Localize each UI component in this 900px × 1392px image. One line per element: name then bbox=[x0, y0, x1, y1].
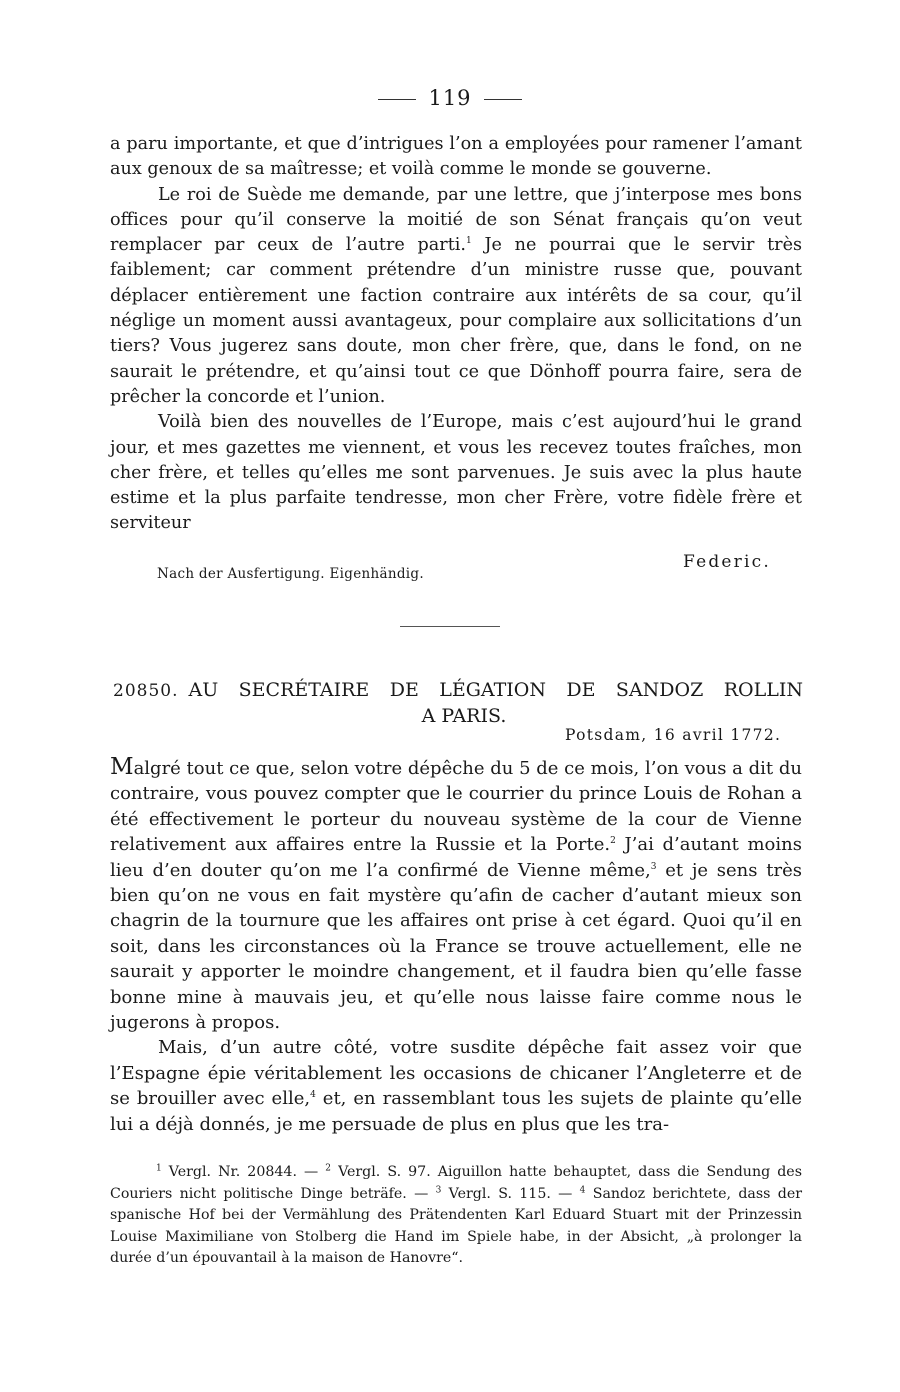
footnote-ref-2: 2 bbox=[610, 836, 616, 847]
footnote-mark-1: 1 bbox=[156, 1163, 162, 1174]
footnote-ref-4: 4 bbox=[310, 1090, 316, 1101]
page-number bbox=[0, 86, 900, 110]
document-header-line-2: A PARIS. bbox=[421, 705, 507, 727]
document-number: 20850. bbox=[113, 681, 179, 701]
footnotes bbox=[110, 1162, 802, 1270]
addressee: AU SECRÉTAIRE DE LÉGATION DE SANDOZ ROLLIN bbox=[188, 679, 803, 701]
body-paragraph-1-text-c: et je sens très bien qu’on ne vous en fait mystère qu’afin de cacher d’autant mieux son chagrin de la tournure que les affaires ont prise à cet égard. Quoi qu’il en soit, dans les circonstances où la France se trouve actuellement, elle ne saurait y apporter le moindre changement, et il faudra bien qu’elle fasse bonne mine à mauvais jeu, et qu’elle nous laisse faire comme nous le jugerons à propos. bbox=[110, 859, 802, 1034]
source-note: Nach der Ausfertigung. Eigenhändig. bbox=[157, 566, 424, 582]
body-paragraph-1-text-a: algré tout ce que, selon votre dépêche du 5 de ce mois, l’on vous a dit du contraire, vous pouvez compter que le courrier du prince Louis de Rohan a été effectivement le porteur du nouveau système de la cour de Vienne relativement aux affaires entre la Russie et la Porte. bbox=[110, 758, 802, 856]
footnote-4: Sandoz berichtete, dass der spanische Hof bei der Vermählung des Prätendenten Karl Eduard Stuart mit der Prinzessin Louise Maximiliane von Stolberg die Hand im Spiele habe, in der Absicht, „à prolonger la durée d’un épouvantail à la maison de Hanovre“. bbox=[110, 1185, 803, 1266]
initial-letter: M bbox=[110, 754, 134, 780]
paragraph-3: Voilà bien des nouvelles de l’Europe, mais c’est aujourd’hui le grand jour, et mes gazettes me viennent, et vous les recevez toutes fraîches, mon cher frère, et telles qu’elles me sont parvenues. Je suis avec la plus haute estime et la plus parfaite tendresse, mon cher Frère, votre fidèle frère et serviteur bbox=[110, 412, 802, 534]
footnote-line bbox=[110, 1162, 802, 1270]
dash-left bbox=[378, 99, 416, 100]
body-paragraph-1 bbox=[110, 755, 802, 1035]
footnote-3: Vergl. S. 115. — bbox=[448, 1185, 573, 1202]
footnote-mark-3: 3 bbox=[435, 1184, 442, 1195]
document-header-line-1 bbox=[113, 678, 803, 704]
footnote-ref-3: 3 bbox=[650, 861, 657, 872]
body-paragraph-2 bbox=[110, 1035, 802, 1137]
body-paragraph-1-text-b: J’ai d’autant moins lieu d’en douter qu’on me l’a confirmé de Vienne même, bbox=[110, 834, 802, 881]
footnote-2: Vergl. S. 97. Aiguillon hatte behauptet, dass die Sendung des Couriers nicht politische Dinge beträfe. — bbox=[110, 1164, 802, 1202]
footnote-mark-4: 4 bbox=[579, 1184, 586, 1195]
footnote-ref-1: 1 bbox=[465, 236, 472, 247]
letter-body bbox=[110, 755, 802, 1137]
dash-right bbox=[484, 99, 522, 100]
page-number-value: 119 bbox=[428, 86, 472, 110]
dateline: Potsdam, 16 avril 1772. bbox=[565, 726, 782, 744]
paragraph-2-text-a: Le roi de Suède me demande, par une lettre, que j’interpose mes bons offices pour qu’il conserve la moitié de son Sénat français qu’on veut remplacer par ceux de l’autre parti. bbox=[110, 184, 802, 256]
letter-continuation bbox=[110, 132, 802, 537]
signature: Federic. bbox=[683, 552, 771, 572]
document-header bbox=[113, 678, 803, 729]
body-paragraph-2-text-b: et, en rassemblant tous les sujets de plainte qu’elle lui a déjà donnés, je me persuade de plus en plus que les tra- bbox=[110, 1088, 802, 1135]
body-paragraph-2-text-a: Mais, d’un autre côté, votre susdite dépêche fait assez voir que l’Espagne épie véritablement les occasions de chicaner l’Angleterre et de se brouiller avec elle, bbox=[110, 1037, 802, 1110]
section-separator bbox=[400, 626, 500, 627]
paragraph-1: a paru importante, et que d’intrigues l’on a employées pour ramener l’amant aux genoux de sa maîtresse; et voilà comme le monde se gouverne. bbox=[110, 134, 802, 180]
footnote-mark-2: 2 bbox=[325, 1163, 331, 1174]
paragraph-2 bbox=[110, 183, 802, 411]
paragraph-2-text-b: Je ne pourrai que le servir très faiblement; car comment prétendre d’un ministre russe que, pouvant déplacer entièrement une faction contraire aux intérêts de sa cour, qu’il néglige un moment aussi avantageux, pour complaire aux sollicitations d’un tiers? Vous jugerez sans doute, mon cher frère, que, dans le fond, on ne saurait le prétendre, et qu’ainsi tout ce que Dönhoff pourra faire, sera de prêcher la concorde et l’union. bbox=[110, 235, 803, 407]
footnote-1: Vergl. Nr. 20844. — bbox=[168, 1164, 319, 1180]
